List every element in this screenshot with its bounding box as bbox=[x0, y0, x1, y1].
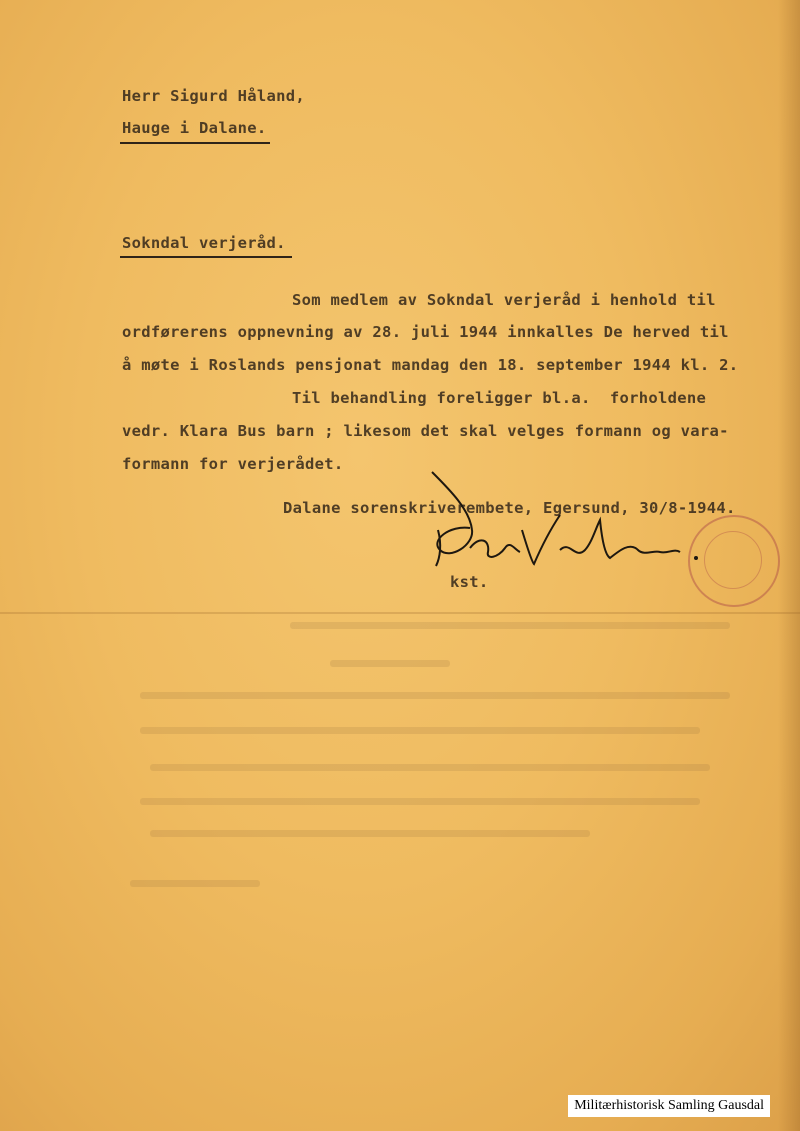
subject-underline bbox=[120, 256, 292, 258]
official-stamp bbox=[688, 515, 780, 607]
recipient-name: Herr Sigurd Håland, bbox=[122, 87, 306, 105]
body-line: Til behandling foreligger bl.a. forholdene bbox=[292, 389, 707, 407]
bleed-through-text bbox=[150, 830, 590, 837]
bleed-through-text bbox=[130, 880, 260, 887]
bleed-through-text bbox=[140, 798, 700, 805]
bleed-through-text bbox=[330, 660, 450, 667]
subject-heading: Sokndal verjeråd. bbox=[122, 234, 286, 252]
body-line: vedr. Klara Bus barn ; likesom det skal velges formann og vara- bbox=[122, 422, 729, 440]
body-line: Som medlem av Sokndal verjeråd i henhold til bbox=[292, 291, 716, 309]
handwritten-signature bbox=[410, 470, 710, 580]
stamp-inner-ring bbox=[704, 531, 762, 589]
bleed-through-text bbox=[150, 764, 710, 771]
paper-fold bbox=[0, 612, 800, 614]
body-line: å møte i Roslands pensjonat mandag den 18. september 1944 kl. 2. bbox=[122, 356, 739, 374]
recipient-address: Hauge i Dalane. bbox=[122, 119, 267, 137]
address-underline bbox=[120, 142, 270, 144]
place-date-line: Dalane sorenskriverembete, Egersund, 30/8-1944. bbox=[283, 499, 736, 517]
archive-label: Militærhistorisk Samling Gausdal bbox=[568, 1095, 770, 1117]
paper-edge-shadow bbox=[778, 0, 800, 1131]
body-line: ordførerens oppnevning av 28. juli 1944 innkalles De herved til bbox=[122, 323, 729, 341]
body-line: formann for verjerådet. bbox=[122, 455, 344, 473]
signature-title: kst. bbox=[450, 573, 489, 591]
bleed-through-text bbox=[140, 727, 700, 734]
bleed-through-text bbox=[290, 622, 730, 629]
bleed-through-text bbox=[140, 692, 730, 699]
